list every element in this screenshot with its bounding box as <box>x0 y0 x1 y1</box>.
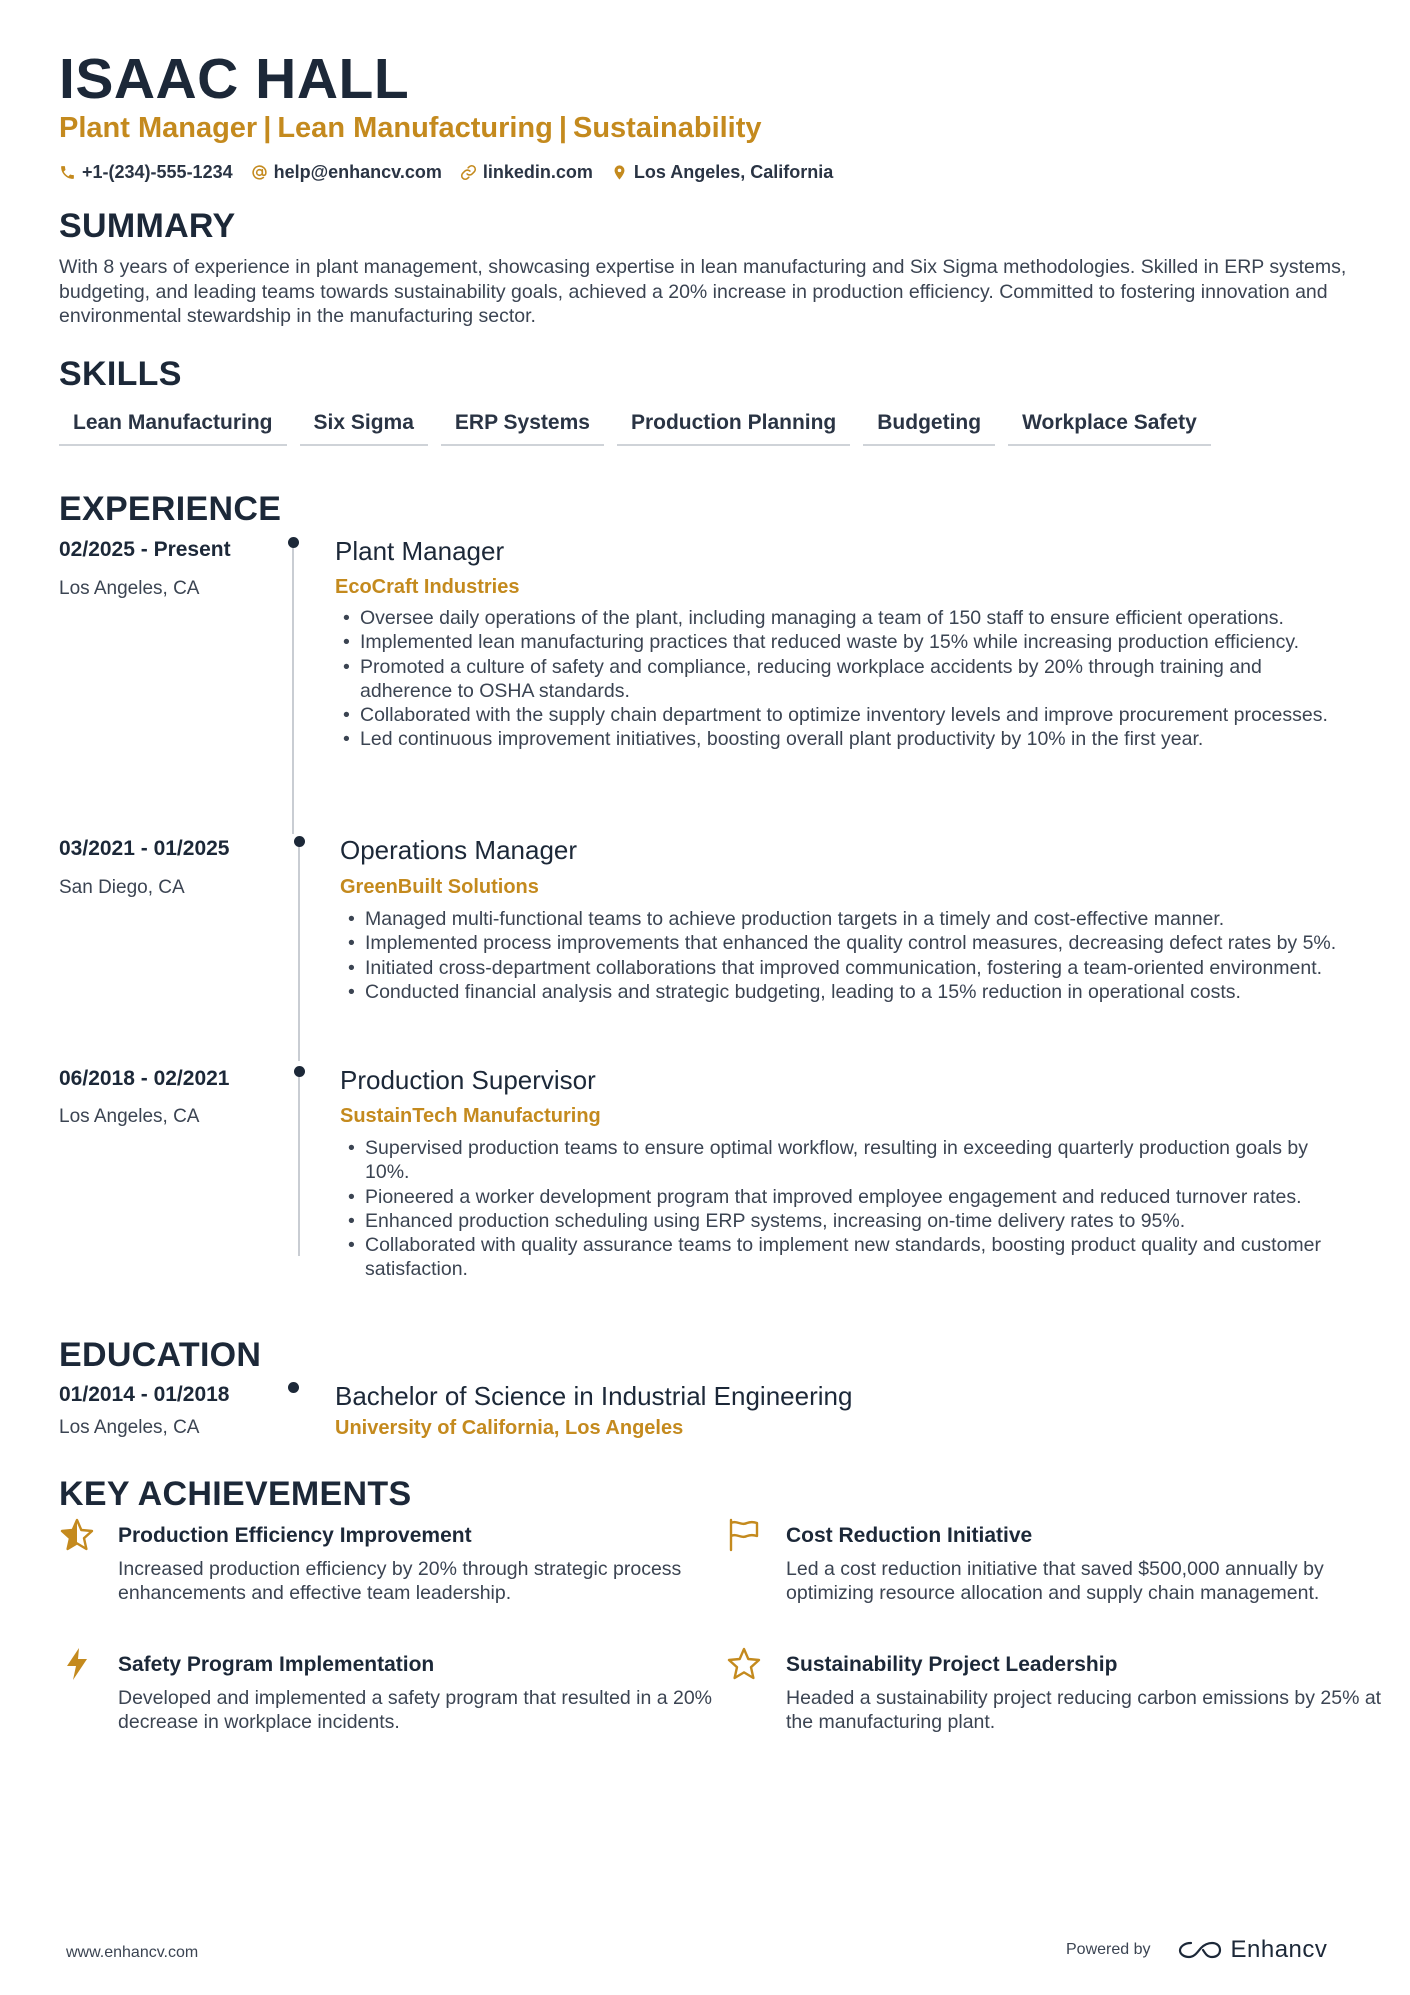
skill-tag: Six Sigma <box>300 410 428 446</box>
phone-text: +1-(234)-555-1234 <box>82 161 233 182</box>
at-sign-icon <box>251 164 268 181</box>
timeline-dot <box>294 1066 305 1077</box>
candidate-name: ISAAC HALL <box>59 47 410 111</box>
education-location: Los Angeles, CA <box>59 1417 200 1438</box>
skills-list <box>59 410 1224 446</box>
skill-tag: Production Planning <box>617 410 850 446</box>
achievement-title: Cost Reduction Initiative <box>786 1524 1033 1547</box>
tagline-separator: | <box>558 112 567 144</box>
job-role: Plant Manager <box>335 536 505 566</box>
job-location: Los Angeles, CA <box>59 578 200 599</box>
achievements-heading: KEY ACHIEVEMENTS <box>59 1475 412 1513</box>
achievement-description: Headed a sustainability project reducing carbon emissions by 25% at the manufacturing plant. <box>786 1687 1382 1734</box>
skill-tag: Workplace Safety <box>1008 410 1211 446</box>
footer-website-link[interactable]: www.enhancv.com <box>66 1944 199 1961</box>
job-dates: 06/2018 - 02/2021 <box>59 1067 230 1090</box>
half-star-icon <box>59 1517 95 1553</box>
job-bullets <box>345 907 1345 1004</box>
job-company: EcoCraft Industries <box>335 576 520 598</box>
tagline-skill-2: Sustainability <box>572 112 762 144</box>
achievement-title: Safety Program Implementation <box>118 1653 435 1676</box>
link-icon <box>460 164 477 181</box>
enhancv-logo-icon <box>1177 1938 1223 1962</box>
email-text: help@enhancv.com <box>273 161 442 182</box>
tagline <box>59 111 762 145</box>
job-role: Production Supervisor <box>340 1065 596 1095</box>
linkedin-text: linkedin.com <box>482 161 593 182</box>
tagline-title: Plant Manager <box>59 112 258 144</box>
timeline-dot <box>288 537 299 548</box>
timeline-dot <box>294 836 305 847</box>
enhancv-logo[interactable] <box>1177 1936 1328 1964</box>
summary-heading: SUMMARY <box>59 207 236 245</box>
education-heading: EDUCATION <box>59 1336 262 1374</box>
job-role: Operations Manager <box>340 835 578 865</box>
star-outline-icon <box>726 1646 762 1682</box>
phone-icon <box>59 164 76 181</box>
timeline-line <box>292 547 294 834</box>
location-pin-icon <box>611 164 628 181</box>
achievement-description: Increased production efficiency by 20% through strategic process enhancements and effective team leadership. <box>118 1558 682 1605</box>
contact-location <box>611 162 833 183</box>
powered-by-label: Powered by <box>1066 1941 1151 1958</box>
timeline-line <box>298 846 300 1061</box>
job-bullet: • Conducted financial analysis and strategic budgeting, leading to a 15% reduction in operational costs. <box>345 980 1345 1004</box>
flag-icon <box>726 1517 762 1553</box>
job-bullet: • Promoted a culture of safety and compliance, reducing workplace accidents by 20% through training and adherence to OSHA standards. <box>340 655 1340 704</box>
job-bullet: • Collaborated with the supply chain department to optimize inventory levels and improve procurement processes. <box>340 703 1340 727</box>
job-company: SustainTech Manufacturing <box>340 1105 601 1127</box>
brand-name: Enhancv <box>1230 1936 1328 1963</box>
job-bullets <box>340 606 1340 752</box>
contact-phone[interactable] <box>59 162 233 183</box>
job-bullet: • Collaborated with quality assurance teams to implement new standards, boosting product quality and customer satisfaction. <box>345 1233 1345 1282</box>
skill-tag: Budgeting <box>863 410 995 446</box>
job-bullet: • Implemented lean manufacturing practices that reduced waste by 15% while increasing production efficiency. <box>340 630 1340 654</box>
skill-tag: ERP Systems <box>441 410 604 446</box>
job-bullets <box>345 1136 1345 1282</box>
achievement-title: Sustainability Project Leadership <box>786 1653 1118 1676</box>
degree-title: Bachelor of Science in Industrial Engineering <box>335 1381 853 1411</box>
job-bullet: • Led continuous improvement initiatives, boosting overall plant productivity by 10% in the first year. <box>340 727 1340 751</box>
job-location: San Diego, CA <box>59 877 185 898</box>
tagline-separator: | <box>263 112 272 144</box>
job-dates: 03/2021 - 01/2025 <box>59 837 230 860</box>
footer-branding <box>1066 1936 1327 1964</box>
summary-text: With 8 years of experience in plant management, showcasing expertise in lean manufacturing and Six Sigma methodologies. Skilled in ERP systems, budgeting, and leading teams towards sustainability goals, achieved a 20% increase in production efficiency. Committed to fostering innovation and environmental stewardship in the manufacturing sector. <box>59 256 1347 327</box>
job-bullet: • Supervised production teams to ensure optimal workflow, resulting in exceeding quarterly production goals by 10%. <box>345 1136 1345 1185</box>
contact-bar <box>59 161 851 183</box>
achievement-title: Production Efficiency Improvement <box>118 1524 472 1547</box>
timeline-dot <box>288 1382 299 1393</box>
skill-tag: Lean Manufacturing <box>59 410 287 446</box>
contact-email[interactable] <box>251 162 442 183</box>
job-bullet: • Oversee daily operations of the plant, including managing a team of 150 staff to ensure efficient operations. <box>340 606 1340 630</box>
job-bullet: • Enhanced production scheduling using ERP systems, increasing on-time delivery rates to 95%. <box>345 1209 1345 1233</box>
experience-heading: EXPERIENCE <box>59 490 282 528</box>
contact-linkedin[interactable] <box>460 162 593 183</box>
job-location: Los Angeles, CA <box>59 1106 200 1127</box>
job-bullet: • Pioneered a worker development program that improved employee engagement and reduced turnover rates. <box>345 1185 1345 1209</box>
job-bullet: • Implemented process improvements that enhanced the quality control measures, decreasing defect rates by 5%. <box>345 931 1345 955</box>
job-bullet: • Initiated cross-department collaborations that improved communication, fostering a team-oriented environment. <box>345 956 1345 980</box>
timeline-line <box>298 1076 300 1256</box>
school-name: University of California, Los Angeles <box>335 1417 684 1439</box>
job-bullet: • Managed multi-functional teams to achieve production targets in a timely and cost-effective manner. <box>345 907 1345 931</box>
location-text: Los Angeles, California <box>633 161 834 182</box>
job-dates: 02/2025 - Present <box>59 538 231 561</box>
lightning-icon <box>59 1646 95 1682</box>
tagline-skill-1: Lean Manufacturing <box>277 112 553 144</box>
job-company: GreenBuilt Solutions <box>340 876 539 898</box>
skills-heading: SKILLS <box>59 355 182 393</box>
achievement-description: Led a cost reduction initiative that saved $500,000 annually by optimizing resource allocation and supply chain management. <box>786 1558 1324 1605</box>
education-dates: 01/2014 - 01/2018 <box>59 1383 230 1406</box>
achievement-description: Developed and implemented a safety program that resulted in a 20% decrease in workplace incidents. <box>118 1687 713 1734</box>
